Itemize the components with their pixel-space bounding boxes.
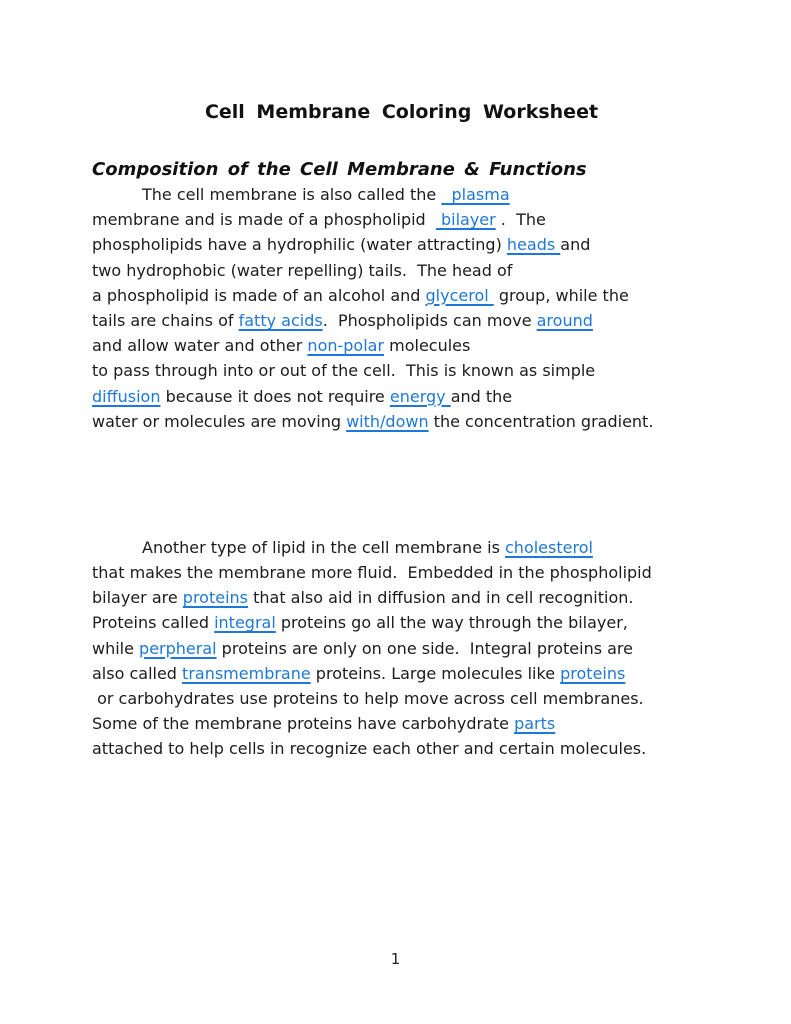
text-segment: while [92,638,140,658]
text-segment: attached to help cells in recognize each other and certain molecules. [92,739,647,759]
text-line [92,283,711,308]
blank-answer: bilayer [435,210,496,230]
blank-answer: heads [506,235,561,255]
text-segment: proteins. Large molecules like [310,663,561,683]
text-segment: Another type of lipid in the cell membrane is [142,537,505,557]
text-segment: water or molecules are moving [92,411,347,431]
text-line [92,560,711,585]
page-number-footer: 1 [390,950,401,968]
blank-answer: transmembrane [182,663,311,683]
blank-answer: glycerol [425,285,494,305]
text-line [92,358,711,383]
lipids-and-proteins-paragraph [92,535,711,762]
text-segment: and the [450,386,513,406]
blank-answer: energy [389,386,451,406]
blank-answer: around [536,311,593,331]
text-segment: and allow water and other [92,336,308,356]
text-segment: the concentration gradient. [428,411,654,431]
text-segment: Proteins called [92,613,215,633]
blank-answer: cholesterol [505,537,593,557]
text-segment: proteins are only on one side. Integral proteins are [216,638,633,658]
text-line [92,384,711,409]
text-segment: proteins go all the way through the bilayer, [275,613,628,633]
text-segment: that makes the membrane more fluid. Embedded in the phospholipid [92,563,652,583]
text-line [92,207,711,232]
composition-paragraph [92,182,711,434]
text-segment: . The [495,210,546,230]
blank-answer: plasma [441,185,510,204]
text-line [92,409,711,434]
text-line [92,308,711,333]
blank-answer: proteins [182,588,249,608]
text-line [92,333,711,358]
text-line [92,736,711,761]
document-body [92,182,711,762]
page-title: Cell Membrane Coloring Worksheet [204,101,599,123]
text-line [92,711,711,736]
blank-answer: non-polar [307,336,385,356]
text-line [92,258,711,283]
text-segment: because it does not require [160,386,390,406]
text-line [92,661,711,686]
text-segment: a phospholipid is made of an alcohol and [92,285,426,305]
text-segment: tails are chains of [92,311,239,331]
text-line [92,585,711,610]
text-segment: . Phospholipids can move [322,311,537,331]
text-line [92,182,711,207]
text-line [92,232,711,257]
blank-answer: parts [514,714,556,734]
text-segment: The cell membrane is also called the [142,185,442,204]
text-segment: membrane and is made of a phospholipid [92,210,436,230]
blank-answer: proteins [560,663,626,683]
text-segment: two hydrophobic (water repelling) tails. The head of [92,260,513,280]
text-line [92,535,711,560]
text-segment: or carbohydrates use proteins to help move across cell membranes. [92,689,644,709]
text-segment: group, while the [493,285,629,305]
text-segment: bilayer are [92,588,183,608]
text-line [92,636,711,661]
blank-answer: fatty acids [238,311,323,331]
text-segment: that also aid in diffusion and in cell recognition. [248,588,634,608]
text-line [92,610,711,635]
blank-answer: perpheral [139,638,217,658]
text-segment: molecules [384,336,471,356]
text-line [92,686,711,711]
blank-answer: integral [214,613,276,633]
text-segment: Some of the membrane proteins have carbohydrate [92,714,515,734]
blank-answer: with/down [346,411,429,431]
blank-answer: diffusion [92,386,161,406]
text-segment: to pass through into or out of the cell. This is known as simple [92,361,596,381]
text-segment: phospholipids have a hydrophilic (water attracting) [92,235,507,255]
text-segment: also called [92,663,183,683]
section-heading: Composition of the Cell Membrane & Functions [92,159,587,180]
text-segment: and [560,235,591,255]
